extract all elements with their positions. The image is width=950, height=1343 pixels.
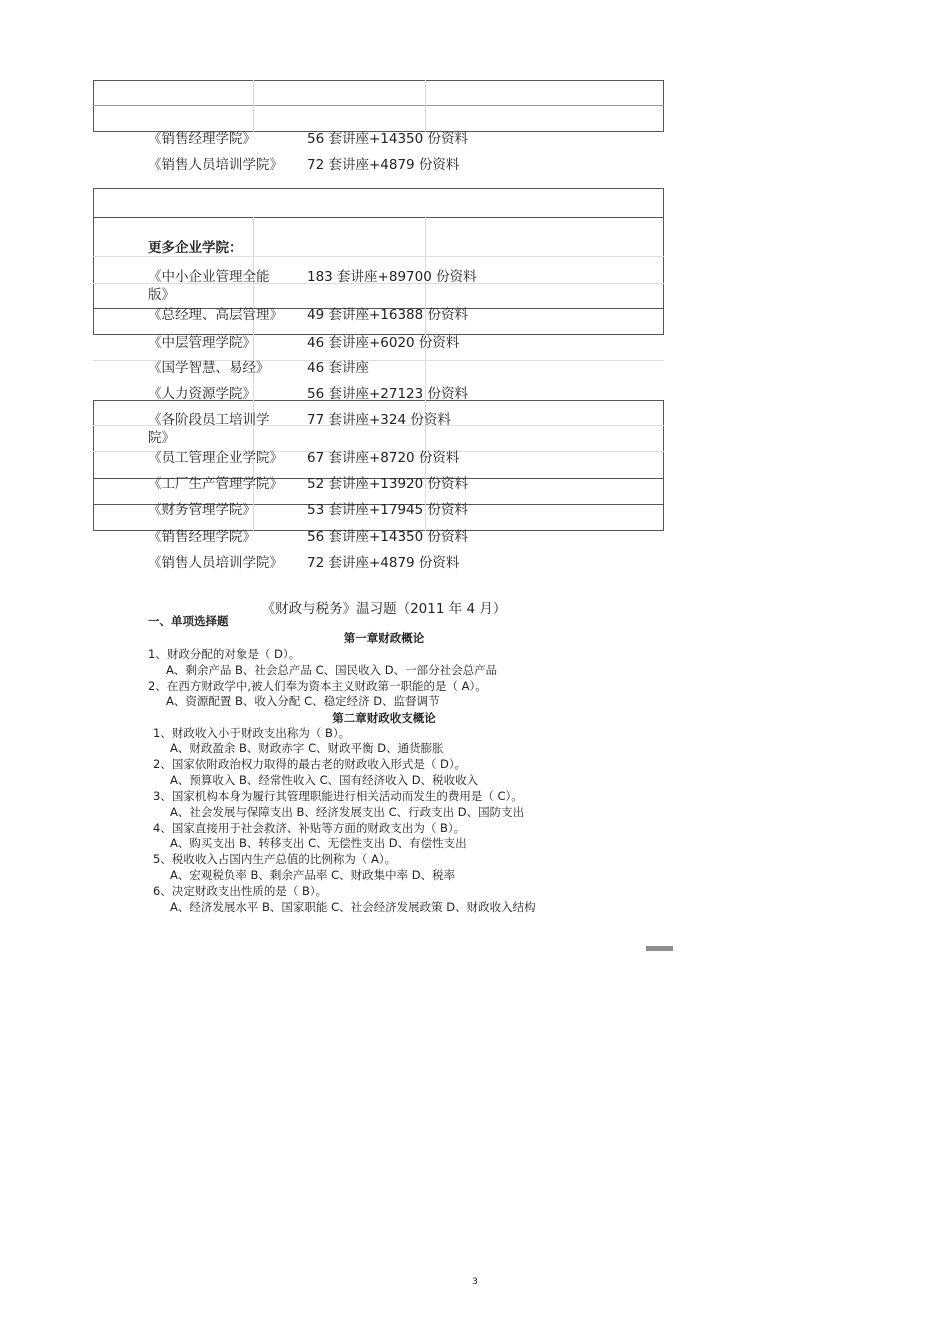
options-line: A、财政盈余 B、财政赤字 C、财政平衡 D、通货膨胀 bbox=[170, 741, 444, 755]
list-item-name: 《国学智慧、易经》 bbox=[148, 360, 270, 376]
list-item-qty: 183 套讲座+89700 份资料 bbox=[307, 269, 477, 285]
list-item-name: 《销售经理学院》 bbox=[148, 529, 256, 545]
list-item bbox=[148, 156, 668, 174]
list-item-name: 《各阶段员工培训学 bbox=[148, 412, 270, 428]
options-line: A、宏观税负率 B、剩余产品率 C、财政集中率 D、税率 bbox=[170, 868, 456, 882]
question-line: 6、决定财政支出性质的是（ B）。 bbox=[153, 884, 328, 898]
list-item-qty: 72 套讲座+4879 份资料 bbox=[307, 555, 460, 571]
list-item-qty: 56 套讲座+14350 份资料 bbox=[307, 131, 469, 147]
list-item-name: 《中层管理学院》 bbox=[148, 335, 256, 351]
list-item-name: 《工厂生产管理学院》 bbox=[148, 476, 283, 492]
list-item bbox=[148, 528, 668, 546]
question-line: 1、财政分配的对象是（ D）。 bbox=[148, 647, 301, 661]
page-number: 3 bbox=[472, 1277, 478, 1287]
list-item-qty: 49 套讲座+16388 份资料 bbox=[307, 307, 469, 323]
list-item bbox=[148, 475, 668, 493]
top-table-divider bbox=[93, 105, 664, 106]
top-table-frame bbox=[93, 80, 664, 132]
list-item bbox=[148, 554, 668, 572]
question-line: 2、在西方财政学中,被人们奉为资本主义财政第一职能的是（ A）。 bbox=[148, 679, 487, 693]
top-table-col-line-2 bbox=[425, 80, 426, 132]
question-line: 1、财政收入小于财政支出称为（ B）。 bbox=[153, 726, 351, 740]
chapter-heading: 第一章财政概论 bbox=[343, 631, 425, 645]
mid-table-divider bbox=[93, 217, 664, 218]
list-item bbox=[148, 411, 668, 446]
list-item-qty: 46 套讲座 bbox=[307, 360, 369, 376]
list-item-name: 《员工管理企业学院》 bbox=[148, 450, 283, 466]
options-line: A、社会发展与保障支出 B、经济发展支出 C、行政支出 D、国防支出 bbox=[170, 805, 525, 819]
list-item-name: 《销售人员培训学院》 bbox=[148, 555, 283, 571]
list-item-name: 《财务管理学院》 bbox=[148, 502, 256, 518]
options-line: A、资源配置 B、收入分配 C、稳定经济 D、监督调节 bbox=[166, 694, 440, 708]
options-line: A、剩余产品 B、社会总产品 C、国民收入 D、一部分社会总产品 bbox=[166, 663, 498, 677]
list-item-qty: 67 套讲座+8720 份资料 bbox=[307, 450, 460, 466]
list-item-qty: 72 套讲座+4879 份资料 bbox=[307, 157, 460, 173]
section-heading: 一、单项选择题 bbox=[148, 614, 229, 628]
list-item bbox=[148, 130, 668, 148]
question-line: 3、国家机构本身为履行其管理职能进行相关活动而发生的费用是（ C）。 bbox=[153, 789, 523, 803]
list-item bbox=[148, 359, 668, 377]
more-colleges-heading: 更多企业学院： bbox=[148, 240, 243, 256]
question-line: 5、税收收入占国内生产总值的比例称为（ A）。 bbox=[153, 852, 397, 866]
list-item bbox=[148, 268, 668, 303]
list-item-qty: 56 套讲座+27123 份资料 bbox=[307, 386, 469, 402]
list-item-name: 《总经理、高层管理》 bbox=[148, 307, 283, 323]
top-table-col-line-1 bbox=[253, 80, 254, 132]
list-item-name: 《销售经理学院》 bbox=[148, 131, 256, 147]
list-item bbox=[148, 501, 668, 519]
list-item bbox=[148, 385, 668, 403]
list-item-qty: 52 套讲座+13920 份资料 bbox=[307, 476, 469, 492]
list-item bbox=[148, 449, 668, 467]
list-item-name-cont: 版》 bbox=[148, 287, 175, 303]
list-item-qty: 56 套讲座+14350 份资料 bbox=[307, 529, 469, 545]
chapter-heading: 第二章财政收支概论 bbox=[332, 711, 436, 725]
grid-line bbox=[93, 256, 664, 257]
list-item bbox=[148, 306, 668, 324]
list-item-name-cont: 院》 bbox=[148, 430, 175, 446]
list-item-name: 《人力资源学院》 bbox=[148, 386, 256, 402]
list-item-qty: 77 套讲座+324 份资料 bbox=[307, 412, 451, 428]
list-item-qty: 46 套讲座+6020 份资料 bbox=[307, 335, 460, 351]
question-line: 4、国家直接用于社会救济、补贴等方面的财政支出为（ B）。 bbox=[153, 821, 466, 835]
list-item-qty: 53 套讲座+17945 份资料 bbox=[307, 502, 469, 518]
list-item-name: 《中小企业管理全能 bbox=[148, 269, 270, 285]
question-line: 2、国家依附政治权力取得的最古老的财政收入形式是（ D）。 bbox=[153, 757, 467, 771]
exam-title: 《财政与税务》温习题（2011 年 4 月） bbox=[261, 601, 507, 617]
list-item bbox=[148, 334, 668, 352]
options-line: A、预算收入 B、经常性收入 C、国有经济收入 D、税收收入 bbox=[170, 773, 479, 787]
decorative-bar bbox=[646, 946, 673, 951]
list-item-name: 《销售人员培训学院》 bbox=[148, 157, 283, 173]
options-line: A、购买支出 B、转移支出 C、无偿性支出 D、有偿性支出 bbox=[170, 836, 467, 850]
options-line: A、经济发展水平 B、国家职能 C、社会经济发展政策 D、财政收入结构 bbox=[170, 900, 536, 914]
